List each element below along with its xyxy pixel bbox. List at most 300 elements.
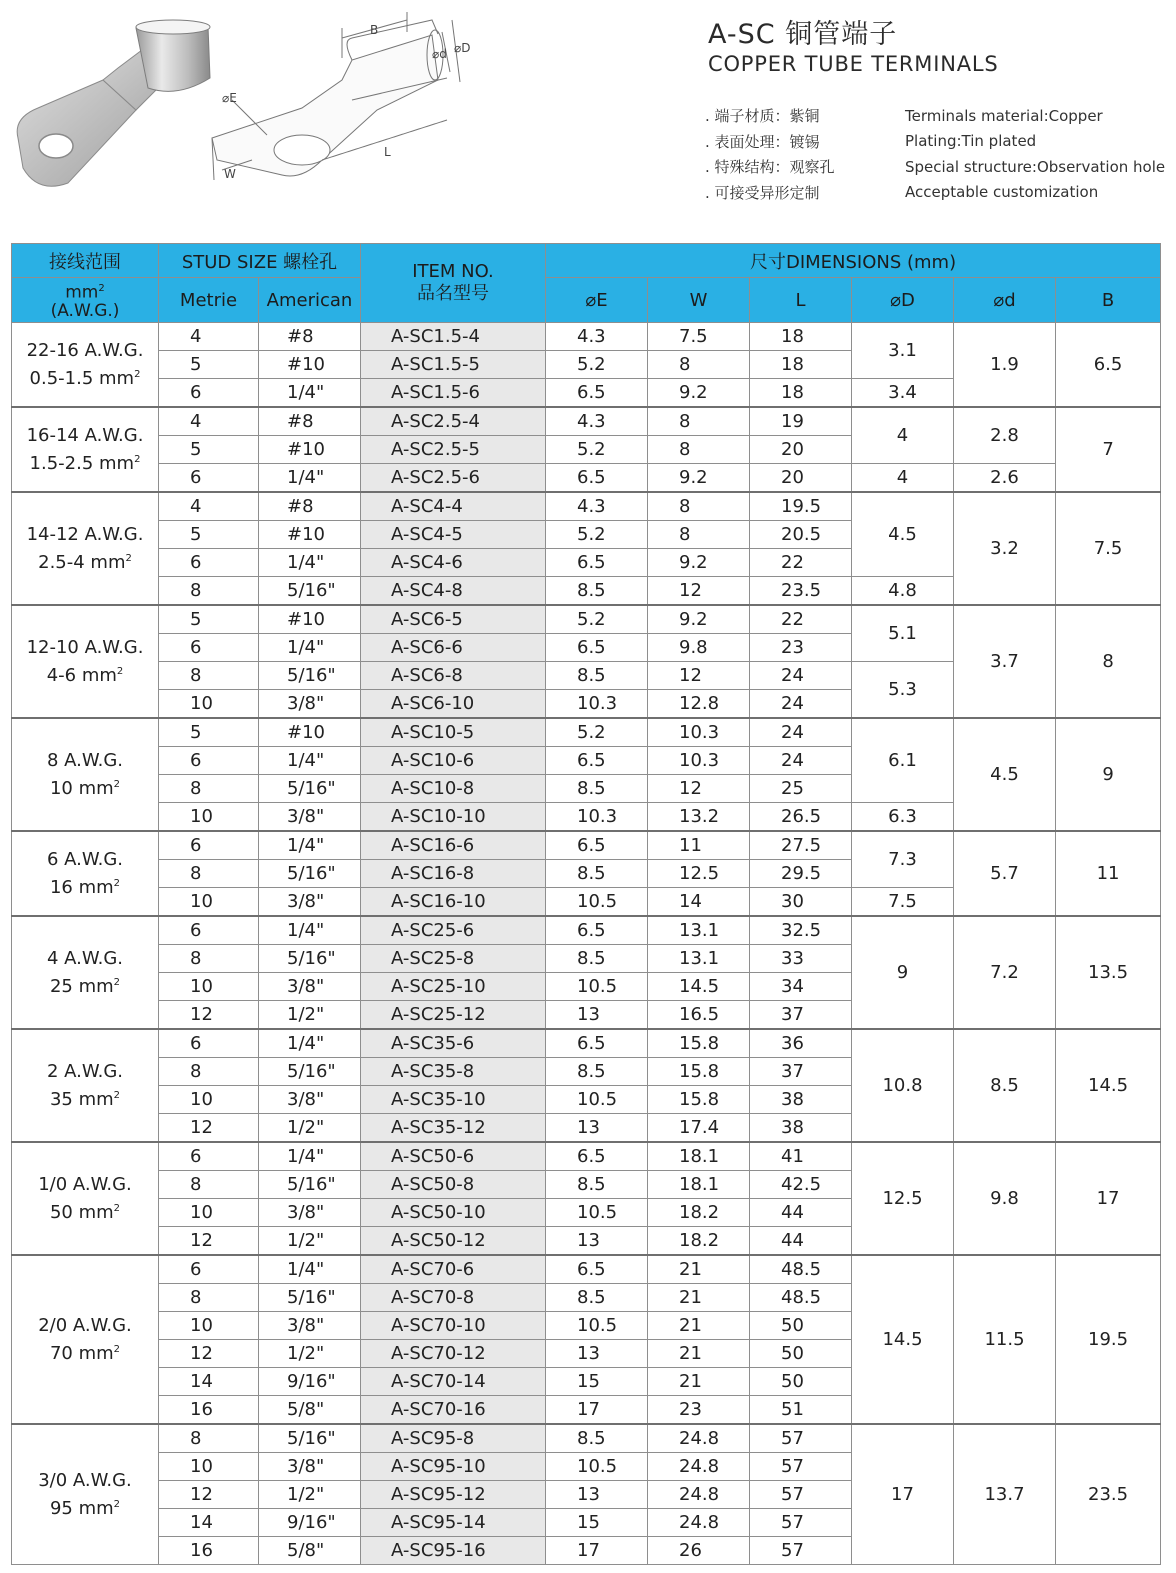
american-cell: 1/4" xyxy=(259,1142,361,1171)
item-no-cell: A-SC10-10 xyxy=(361,803,546,832)
l-cell: 37 xyxy=(750,1001,852,1030)
metric-cell: 12 xyxy=(159,1481,259,1509)
wire-range-mm-sup: 2 xyxy=(134,453,141,465)
wire-range-mm: 1.5-2.5 $mm^2$ xyxy=(29,452,141,474)
spec-row xyxy=(705,180,1170,206)
page-title: A-SC 铜管端子 xyxy=(708,19,898,50)
table-row xyxy=(12,831,1161,860)
d-big-cell: 17 xyxy=(852,1424,954,1565)
item-no-cell: A-SC10-5 xyxy=(361,718,546,747)
metric-cell: 16 xyxy=(159,1537,259,1565)
l-cell: 57 xyxy=(750,1453,852,1481)
item-no-cell: A-SC35-12 xyxy=(361,1114,546,1143)
item-no-cell: A-SC16-10 xyxy=(361,888,546,917)
l-cell: 38 xyxy=(750,1086,852,1114)
d-small-cell: 2.8 xyxy=(954,407,1056,464)
l-cell: 19 xyxy=(750,407,852,436)
table-row xyxy=(12,492,1161,521)
american-cell: 1/4" xyxy=(259,1029,361,1058)
item-no-cell: A-SC50-12 xyxy=(361,1227,546,1256)
w-cell: 18.1 xyxy=(648,1142,750,1171)
e-cell: 6.5 xyxy=(546,549,648,577)
american-cell: #10 xyxy=(259,436,361,464)
american-cell: 1/2" xyxy=(259,1481,361,1509)
d-small-cell: 3.2 xyxy=(954,492,1056,605)
item-no-cell: A-SC1.5-4 xyxy=(361,323,546,351)
label-l: L xyxy=(384,145,391,159)
w-cell: 9.2 xyxy=(648,549,750,577)
item-no-cell: A-SC35-8 xyxy=(361,1058,546,1086)
metric-cell: 8 xyxy=(159,1424,259,1453)
header-d-big: ⌀D xyxy=(852,278,954,323)
w-cell: 13.1 xyxy=(648,916,750,945)
d-small-cell: 2.6 xyxy=(954,464,1056,493)
american-cell: #8 xyxy=(259,407,361,436)
header-metric: Metrie xyxy=(159,278,259,323)
l-cell: 57 xyxy=(750,1537,852,1565)
d-small-cell: 13.7 xyxy=(954,1424,1056,1565)
wire-range-awg: 6 A.W.G. xyxy=(46,848,124,870)
l-cell: 57 xyxy=(750,1481,852,1509)
d-big-cell: 6.3 xyxy=(852,803,954,832)
wire-range-mm: 95 $mm^2$ xyxy=(49,1497,121,1519)
american-cell: 3/8" xyxy=(259,1199,361,1227)
w-cell: 8 xyxy=(648,436,750,464)
l-cell: 48.5 xyxy=(750,1284,852,1312)
e-cell: 6.5 xyxy=(546,634,648,662)
w-cell: 8 xyxy=(648,407,750,436)
wire-range-mm-sup: 2 xyxy=(125,552,132,564)
e-cell: 13 xyxy=(546,1114,648,1143)
wire-range-cell xyxy=(12,1142,159,1255)
e-cell: 4.3 xyxy=(546,407,648,436)
spec-row xyxy=(705,129,1170,155)
metric-cell: 5 xyxy=(159,436,259,464)
item-no-cell: A-SC35-6 xyxy=(361,1029,546,1058)
table-row xyxy=(12,718,1161,747)
american-cell: 3/8" xyxy=(259,973,361,1001)
wire-range-awg: 4 A.W.G. xyxy=(46,947,124,969)
w-cell: 15.8 xyxy=(648,1086,750,1114)
w-cell: 12 xyxy=(648,577,750,606)
item-no-cell: A-SC50-10 xyxy=(361,1199,546,1227)
item-no-cell: A-SC25-12 xyxy=(361,1001,546,1030)
e-cell: 15 xyxy=(546,1509,648,1537)
w-cell: 10.3 xyxy=(648,747,750,775)
w-cell: 18.1 xyxy=(648,1171,750,1199)
wire-range-cell xyxy=(12,605,159,718)
wire-range-cell xyxy=(12,718,159,831)
item-no-cell: A-SC25-8 xyxy=(361,945,546,973)
item-no-cell: A-SC4-4 xyxy=(361,492,546,521)
d-big-cell: 7.3 xyxy=(852,831,954,888)
w-cell: 24.8 xyxy=(648,1453,750,1481)
e-cell: 13 xyxy=(546,1227,648,1256)
metric-cell: 12 xyxy=(159,1227,259,1256)
metric-cell: 6 xyxy=(159,747,259,775)
d-small-cell: 7.2 xyxy=(954,916,1056,1029)
w-cell: 12 xyxy=(648,775,750,803)
american-cell: 1/2" xyxy=(259,1227,361,1256)
metric-cell: 6 xyxy=(159,549,259,577)
l-cell: 50 xyxy=(750,1368,852,1396)
metric-cell: 8 xyxy=(159,860,259,888)
l-cell: 33 xyxy=(750,945,852,973)
l-cell: 20 xyxy=(750,464,852,493)
metric-cell: 8 xyxy=(159,1058,259,1086)
header-range-sup: 2 xyxy=(98,282,105,294)
wire-range-mm: 0.5-1.5 $mm^2$ xyxy=(29,367,141,389)
e-cell: 6.5 xyxy=(546,916,648,945)
header-l: L xyxy=(750,278,852,323)
metric-cell: 8 xyxy=(159,662,259,690)
d-small-cell: 8.5 xyxy=(954,1029,1056,1142)
item-no-cell: A-SC6-6 xyxy=(361,634,546,662)
dimension-drawing xyxy=(202,10,502,192)
e-cell: 6.5 xyxy=(546,831,648,860)
metric-cell: 12 xyxy=(159,1114,259,1143)
american-cell: 1/2" xyxy=(259,1001,361,1030)
wire-range-awg: 8 A.W.G. xyxy=(46,749,124,771)
table-row xyxy=(12,916,1161,945)
wire-range-mm-sup: 2 xyxy=(113,877,121,889)
e-cell: 17 xyxy=(546,1537,648,1565)
wire-range-mm: 50 $mm^2$ xyxy=(49,1201,121,1223)
wire-range-mm: 4-6 $mm^2$ xyxy=(46,664,124,686)
spec-cn: . 端子材质：紫铜 xyxy=(705,107,820,126)
l-cell: 20.5 xyxy=(750,521,852,549)
wire-range-awg: 22-16 A.W.G. xyxy=(26,339,144,361)
wire-range-cell xyxy=(12,1255,159,1424)
item-no-cell: A-SC1.5-5 xyxy=(361,351,546,379)
item-no-cell: A-SC2.5-4 xyxy=(361,407,546,436)
american-cell: 1/4" xyxy=(259,634,361,662)
header-b: B xyxy=(1056,278,1161,323)
l-cell: 18 xyxy=(750,379,852,408)
l-cell: 22 xyxy=(750,549,852,577)
american-cell: 5/16" xyxy=(259,662,361,690)
w-cell: 18.2 xyxy=(648,1227,750,1256)
w-cell: 8 xyxy=(648,521,750,549)
w-cell: 18.2 xyxy=(648,1199,750,1227)
l-cell: 24 xyxy=(750,747,852,775)
american-cell: 1/4" xyxy=(259,549,361,577)
l-cell: 57 xyxy=(750,1424,852,1453)
wire-range-mm-sup: 2 xyxy=(113,1202,121,1214)
l-cell: 34 xyxy=(750,973,852,1001)
l-cell: 24 xyxy=(750,718,852,747)
spec-cn: . 表面处理：镀锡 xyxy=(705,132,820,151)
header-dimensions: 尺寸DIMENSIONS (mm) xyxy=(546,244,1161,278)
b-cell: 7.5 xyxy=(1056,492,1161,605)
e-cell: 8.5 xyxy=(546,1424,648,1453)
d-small-cell: 4.5 xyxy=(954,718,1056,831)
wire-range-cell xyxy=(12,1424,159,1565)
l-cell: 51 xyxy=(750,1396,852,1425)
d-big-cell: 9 xyxy=(852,916,954,1029)
w-cell: 26 xyxy=(648,1537,750,1565)
e-cell: 10.5 xyxy=(546,888,648,917)
table-row xyxy=(12,1142,1161,1171)
e-cell: 8.5 xyxy=(546,1284,648,1312)
b-cell: 13.5 xyxy=(1056,916,1161,1029)
b-cell: 17 xyxy=(1056,1142,1161,1255)
d-big-cell: 14.5 xyxy=(852,1255,954,1424)
d-big-cell: 4.8 xyxy=(852,577,954,606)
metric-cell: 10 xyxy=(159,973,259,1001)
spec-row xyxy=(705,154,1170,180)
table-row xyxy=(12,1029,1161,1058)
metric-cell: 10 xyxy=(159,888,259,917)
spec-list xyxy=(705,103,1170,205)
table-row xyxy=(12,1424,1161,1453)
wire-range-cell xyxy=(12,492,159,605)
item-no-cell: A-SC70-6 xyxy=(361,1255,546,1284)
wire-range-awg: 3/0 A.W.G. xyxy=(38,1469,132,1491)
item-no-cell: A-SC16-6 xyxy=(361,831,546,860)
item-no-cell: A-SC95-16 xyxy=(361,1537,546,1565)
metric-cell: 6 xyxy=(159,1029,259,1058)
american-cell: 1/4" xyxy=(259,1255,361,1284)
american-cell: 3/8" xyxy=(259,1453,361,1481)
metric-cell: 4 xyxy=(159,407,259,436)
label-e: ⌀E xyxy=(222,91,237,105)
metric-cell: 8 xyxy=(159,577,259,606)
american-cell: #10 xyxy=(259,718,361,747)
d-big-cell: 5.3 xyxy=(852,662,954,719)
e-cell: 6.5 xyxy=(546,1029,648,1058)
table-row xyxy=(12,605,1161,634)
spec-en: Acceptable customization xyxy=(905,183,1099,202)
e-cell: 13 xyxy=(546,1001,648,1030)
spec-cn: . 可接受异形定制 xyxy=(705,183,820,202)
e-cell: 10.3 xyxy=(546,690,648,719)
american-cell: 1/4" xyxy=(259,747,361,775)
wire-range-mm-sup: 2 xyxy=(113,976,121,988)
item-no-cell: A-SC6-5 xyxy=(361,605,546,634)
e-cell: 8.5 xyxy=(546,577,648,606)
item-no-cell: A-SC95-8 xyxy=(361,1424,546,1453)
label-d-big: ⌀D xyxy=(454,41,471,55)
e-cell: 13 xyxy=(546,1340,648,1368)
e-cell: 10.5 xyxy=(546,1199,648,1227)
w-cell: 11 xyxy=(648,831,750,860)
e-cell: 6.5 xyxy=(546,1255,648,1284)
american-cell: 9/16" xyxy=(259,1509,361,1537)
l-cell: 36 xyxy=(750,1029,852,1058)
american-cell: 1/4" xyxy=(259,831,361,860)
wire-range-mm: 16 $mm^2$ xyxy=(49,876,121,898)
e-cell: 4.3 xyxy=(546,323,648,351)
b-cell: 9 xyxy=(1056,718,1161,831)
wire-range-cell xyxy=(12,407,159,492)
metric-cell: 8 xyxy=(159,775,259,803)
w-cell: 9.8 xyxy=(648,634,750,662)
w-cell: 24.8 xyxy=(648,1424,750,1453)
w-cell: 13.1 xyxy=(648,945,750,973)
l-cell: 50 xyxy=(750,1312,852,1340)
item-no-cell: A-SC95-14 xyxy=(361,1509,546,1537)
header-range-awg: (A.W.G.) xyxy=(50,301,120,322)
w-cell: 21 xyxy=(648,1284,750,1312)
w-cell: 24.8 xyxy=(648,1509,750,1537)
metric-cell: 4 xyxy=(159,492,259,521)
w-cell: 21 xyxy=(648,1312,750,1340)
wire-range-mm-sup: 2 xyxy=(113,1343,121,1355)
american-cell: 1/4" xyxy=(259,916,361,945)
l-cell: 42.5 xyxy=(750,1171,852,1199)
wire-range-cell xyxy=(12,831,159,916)
w-cell: 13.2 xyxy=(648,803,750,832)
american-cell: 1/4" xyxy=(259,379,361,408)
l-cell: 26.5 xyxy=(750,803,852,832)
d-small-cell: 11.5 xyxy=(954,1255,1056,1424)
header-d-small: ⌀d xyxy=(954,278,1056,323)
d-big-cell: 3.4 xyxy=(852,379,954,408)
metric-cell: 10 xyxy=(159,1086,259,1114)
l-cell: 44 xyxy=(750,1199,852,1227)
wire-range-cell xyxy=(12,1029,159,1142)
item-no-cell: A-SC2.5-5 xyxy=(361,436,546,464)
w-cell: 15.8 xyxy=(648,1058,750,1086)
metric-cell: 6 xyxy=(159,634,259,662)
d-small-cell: 1.9 xyxy=(954,323,1056,408)
b-cell: 7 xyxy=(1056,407,1161,492)
metric-cell: 14 xyxy=(159,1368,259,1396)
w-cell: 10.3 xyxy=(648,718,750,747)
e-cell: 4.3 xyxy=(546,492,648,521)
metric-cell: 14 xyxy=(159,1509,259,1537)
american-cell: 3/8" xyxy=(259,1086,361,1114)
american-cell: 3/8" xyxy=(259,1312,361,1340)
wire-range-awg: 1/0 A.W.G. xyxy=(38,1173,132,1195)
b-cell: 8 xyxy=(1056,605,1161,718)
item-no-cell: A-SC1.5-6 xyxy=(361,379,546,408)
e-cell: 15 xyxy=(546,1368,648,1396)
header-item-en: ITEM NO. xyxy=(412,261,494,282)
e-cell: 6.5 xyxy=(546,379,648,408)
header-range: 接线范围 xyxy=(12,244,159,278)
metric-cell: 10 xyxy=(159,803,259,832)
w-cell: 12.8 xyxy=(648,690,750,719)
wire-range-mm-sup: 2 xyxy=(113,1498,121,1510)
e-cell: 8.5 xyxy=(546,662,648,690)
w-cell: 21 xyxy=(648,1255,750,1284)
header-item-no xyxy=(361,244,546,323)
l-cell: 37 xyxy=(750,1058,852,1086)
table-row xyxy=(12,464,1161,493)
american-cell: #10 xyxy=(259,605,361,634)
e-cell: 8.5 xyxy=(546,860,648,888)
wire-range-awg: 12-10 A.W.G. xyxy=(26,636,144,658)
metric-cell: 12 xyxy=(159,1340,259,1368)
l-cell: 19.5 xyxy=(750,492,852,521)
item-no-cell: A-SC70-12 xyxy=(361,1340,546,1368)
metric-cell: 6 xyxy=(159,379,259,408)
item-no-cell: A-SC70-10 xyxy=(361,1312,546,1340)
b-cell: 23.5 xyxy=(1056,1424,1161,1565)
american-cell: 9/16" xyxy=(259,1368,361,1396)
metric-cell: 5 xyxy=(159,605,259,634)
w-cell: 17.4 xyxy=(648,1114,750,1143)
american-cell: 3/8" xyxy=(259,888,361,917)
american-cell: 3/8" xyxy=(259,690,361,719)
item-no-cell: A-SC10-6 xyxy=(361,747,546,775)
american-cell: 5/16" xyxy=(259,1171,361,1199)
w-cell: 16.5 xyxy=(648,1001,750,1030)
e-cell: 10.5 xyxy=(546,1453,648,1481)
e-cell: 5.2 xyxy=(546,351,648,379)
d-big-cell: 5.1 xyxy=(852,605,954,662)
metric-cell: 5 xyxy=(159,718,259,747)
american-cell: 5/16" xyxy=(259,860,361,888)
spec-en: Terminals material:Copper xyxy=(905,106,1103,125)
item-no-cell: A-SC50-8 xyxy=(361,1171,546,1199)
label-b: B xyxy=(370,23,379,37)
w-cell: 14.5 xyxy=(648,973,750,1001)
wire-range-mm-sup: 2 xyxy=(116,665,124,677)
item-no-cell: A-SC50-6 xyxy=(361,1142,546,1171)
spec-en: Special structure:Observation hole xyxy=(905,157,1166,176)
w-cell: 7.5 xyxy=(648,323,750,351)
wire-range-mm: 70 $mm^2$ xyxy=(49,1342,121,1364)
b-cell: 6.5 xyxy=(1056,323,1161,408)
metric-cell: 10 xyxy=(159,1199,259,1227)
american-cell: 1/4" xyxy=(259,464,361,493)
w-cell: 8 xyxy=(648,351,750,379)
item-no-cell: A-SC70-8 xyxy=(361,1284,546,1312)
metric-cell: 6 xyxy=(159,464,259,493)
w-cell: 23 xyxy=(648,1396,750,1425)
label-d-small: ⌀d xyxy=(432,47,447,61)
american-cell: 5/16" xyxy=(259,1058,361,1086)
american-cell: #8 xyxy=(259,492,361,521)
terminal-photo xyxy=(8,18,216,194)
item-no-cell: A-SC6-8 xyxy=(361,662,546,690)
wire-range-mm: 10 $mm^2$ xyxy=(49,777,121,799)
header-american: American xyxy=(259,278,361,323)
d-big-cell: 12.5 xyxy=(852,1142,954,1255)
l-cell: 18 xyxy=(750,323,852,351)
header-range-mm: mm xyxy=(65,282,99,303)
metric-cell: 6 xyxy=(159,831,259,860)
wire-range-mm-sup: 2 xyxy=(134,368,141,380)
wire-range-mm-sup: 2 xyxy=(113,778,121,790)
w-cell: 12.5 xyxy=(648,860,750,888)
l-cell: 48.5 xyxy=(750,1255,852,1284)
metric-cell: 12 xyxy=(159,1001,259,1030)
wire-range-awg: 14-12 A.W.G. xyxy=(26,523,144,545)
w-cell: 24.8 xyxy=(648,1481,750,1509)
table-row xyxy=(12,1255,1161,1284)
american-cell: #8 xyxy=(259,323,361,351)
l-cell: 38 xyxy=(750,1114,852,1143)
metric-cell: 8 xyxy=(159,1171,259,1199)
w-cell: 9.2 xyxy=(648,379,750,408)
item-no-cell: A-SC4-5 xyxy=(361,521,546,549)
wire-range-mm-sup: 2 xyxy=(113,1089,121,1101)
table-row xyxy=(12,407,1161,436)
spec-en: Plating:Tin plated xyxy=(905,132,1037,151)
metric-cell: 4 xyxy=(159,323,259,351)
l-cell: 29.5 xyxy=(750,860,852,888)
item-no-cell: A-SC10-8 xyxy=(361,775,546,803)
l-cell: 25 xyxy=(750,775,852,803)
l-cell: 23 xyxy=(750,634,852,662)
metric-cell: 6 xyxy=(159,1255,259,1284)
item-no-cell: A-SC4-6 xyxy=(361,549,546,577)
header-stud-size: STUD SIZE 螺栓孔 xyxy=(159,244,361,278)
